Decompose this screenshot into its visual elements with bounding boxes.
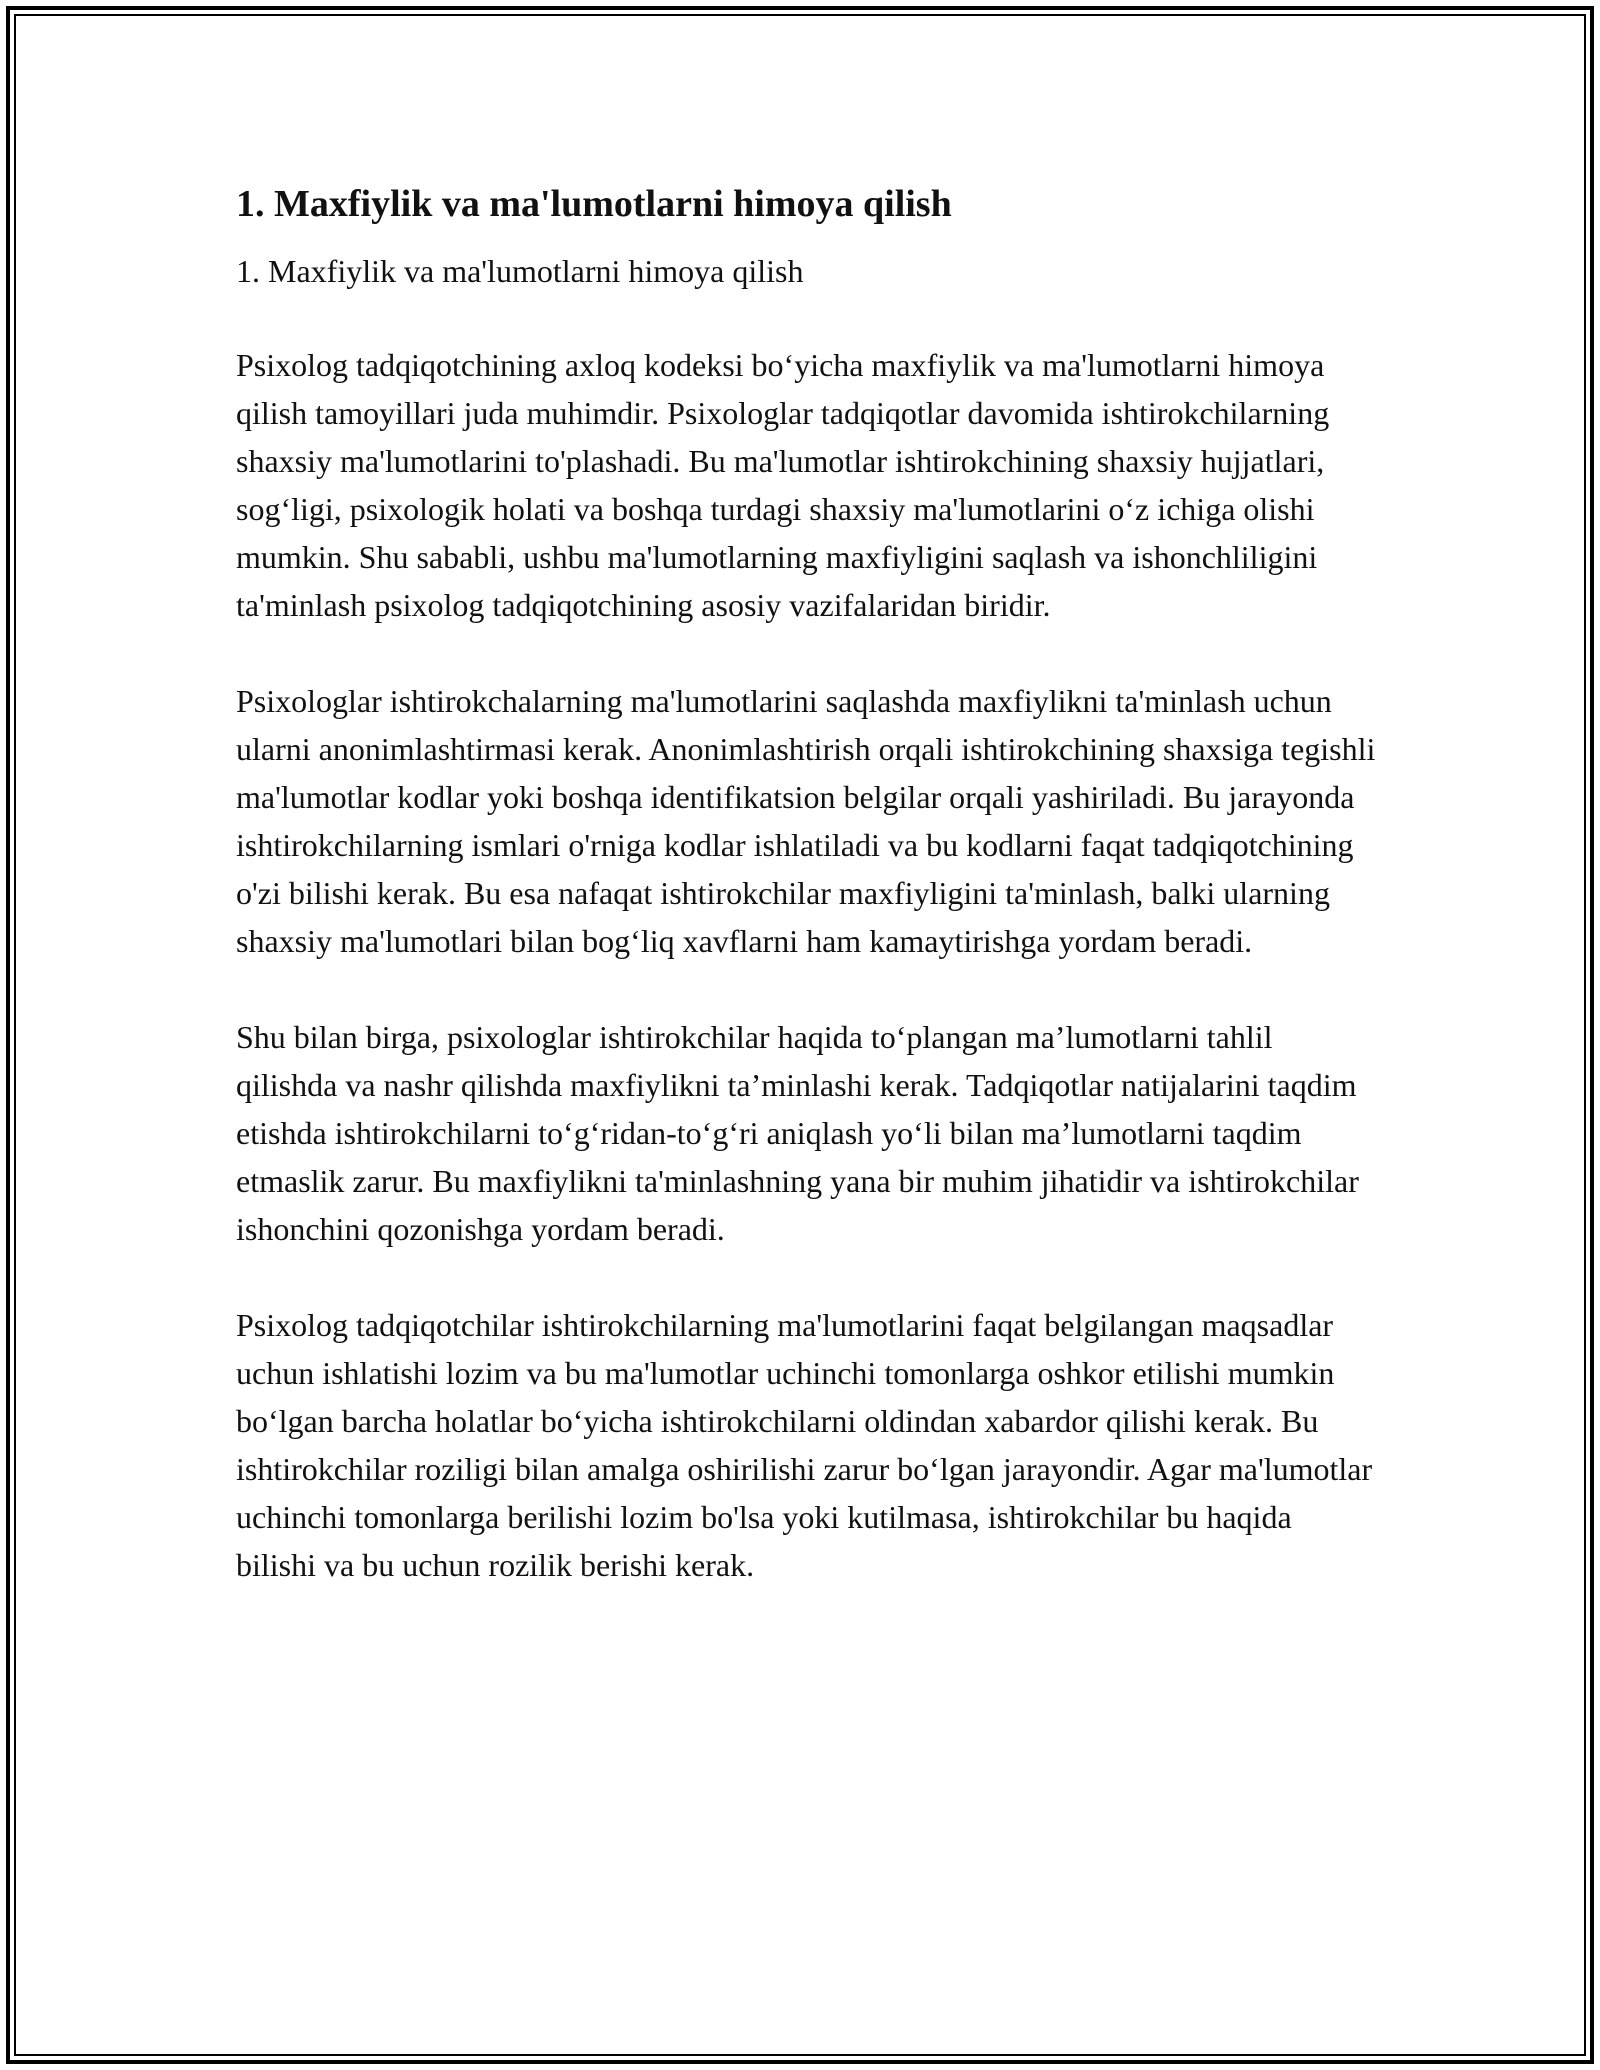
paragraph-3: Shu bilan birga, psixologlar ishtirokchilar haqida to‘plangan ma’lumotlarni tahlil qilishda va nashr qilishda maxfiylikni ta’minlashi kerak. Tadqiqotlar natijalarini taqdim etishda ishtirokchilarni to‘g‘ridan-to‘g‘ri aniqlash yo‘li bilan ma’lumotlarni taqdim etmaslik zarur. Bu maxfiylikni ta'minlashning yana bir muhim jihatidir va ishtirokchilar ishonchini qozonishga yordam beradi.	[236, 1018, 1359, 1247]
section-heading: 1. Maxfiylik va ma'lumotlarni himoya qilish	[236, 183, 952, 225]
section-subheading: 1. Maxfiylik va ma'lumotlarni himoya qilish	[236, 253, 804, 290]
paragraph-2: Psixologlar ishtirokchalarning ma'lumotlarini saqlashda maxfiylikni ta'minlash uchun ularni anonimlashtirmasi kerak. Anonimlashtirish orqali ishtirokchining shaxsiga tegishli ma'lumotlar kodlar yoki boshqa identifikatsion belgilar orqali yashiriladi. Bu jarayonda ishtirokchilarning ismlari o'rniga kodlar ishlatiladi va bu kodlarni faqat tadqiqotchining o'zi bilishi kerak. Bu esa nafaqat ishtirokchilar maxfiyligini ta'minlash, balki ularning shaxsiy ma'lumotlari bilan bog‘liq xavflarni ham kamaytirishga yordam beradi.	[236, 682, 1376, 959]
document-body	[236, 180, 1376, 1589]
paragraph-1: Psixolog tadqiqotchining axloq kodeksi bo‘yicha maxfiylik va ma'lumotlarni himoya qilish tamoyillari juda muhimdir. Psixologlar tadqiqotlar davomida ishtirokchilarning shaxsiy ma'lumotlarini to'plashadi. Bu ma'lumotlar ishtirokchining shaxsiy hujjatlari, sog‘ligi, psixologik holati va boshqa turdagi shaxsiy ma'lumotlarini o‘z ichiga olishi mumkin. Shu sababli, ushbu ma'lumotlarning maxfiyligini saqlash va ishonchliligini ta'minlash psixolog tadqiqotchining asosiy vazifalaridan biridir.	[236, 346, 1330, 623]
paragraph-4: Psixolog tadqiqotchilar ishtirokchilarning ma'lumotlarini faqat belgilangan maqsadlar uchun ishlatishi lozim va bu ma'lumotlar uchinchi tomonlarga oshkor etilishi mumkin bo‘lgan barcha holatlar bo‘yicha ishtirokchilarni oldindan xabardor qilishi kerak. Bu ishtirokchilar roziligi bilan amalga oshirilishi zarur bo‘lgan jarayondir. Agar ma'lumotlar uchinchi tomonlarga berilishi lozim bo'lsa yoki kutilmasa, ishtirokchilar bu haqida bilishi va bu uchun rozilik berishi kerak.	[236, 1306, 1373, 1583]
